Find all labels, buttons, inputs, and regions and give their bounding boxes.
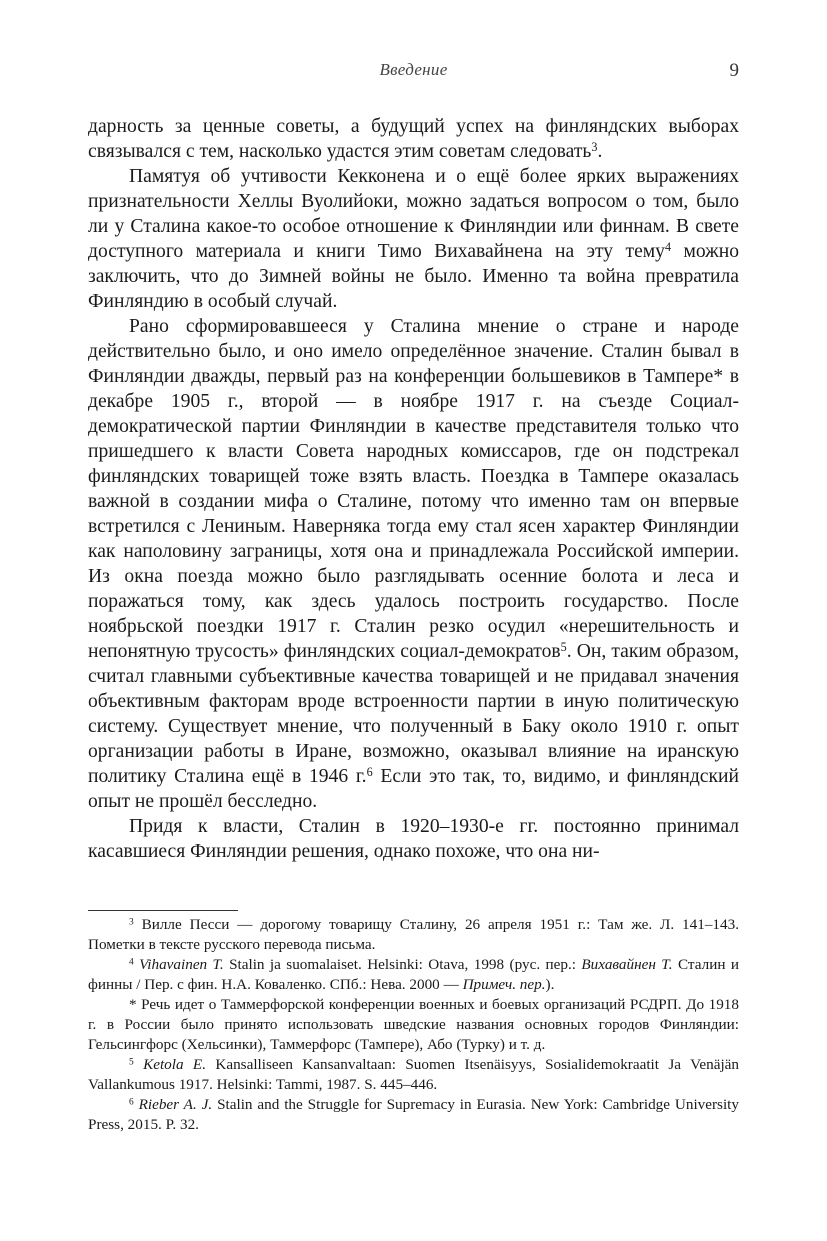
paragraph-2-text-b: можно заключить, что до Зимней войны не было. Именно та война превратила Финляндию в особый случай. <box>88 241 739 312</box>
footnote-ref-5: 5 <box>560 639 567 654</box>
footnote-4-end: ). <box>545 976 555 993</box>
paragraph-3-text-a: Рано сформировавшееся у Сталина мнение о стране и народе действительно было, и оно имело определённое значение. Сталин бывал в Финляндии дважды, первый раз на конференции большевиков в Тампере* в декабре 1905 г., второй — в ноябре 1917 г. на съезде Социал-демократической партии Финляндии в качестве представителя только что пришедшего к власти Совета народных комиссаров, где он подстрекал финляндских товарищей тоже взять власть. Поездка в Тампере оказалась важной в создании мифа о Сталине, потому что именно там он впервые встретился с Лениным. Наверняка тогда ему стал ясен характер Финляндии как наполовину заграницы, хотя она и принадлежала Российской империи. Из окна поезда можно было разглядывать осенние болота и леса и поражаться тому, как здесь удалось построить государство. После ноябрьской поездки 1917 г. Сталин резко осудил «нерешительность и непонятную трусость» финляндских социал-демократов <box>88 316 739 662</box>
footnote-ref-4: 4 <box>664 239 672 254</box>
main-text <box>88 114 739 864</box>
footnote-5-text: Kansalliseen Kansanvaltaan: Suomen Itsenäisyys, Sosialidemokraatit Ja Venäjän Vallankumous 1917. Helsinki: Tammi, 1987. S. 445–446. <box>88 1056 740 1093</box>
page-number: 9 <box>729 60 739 81</box>
footnote-5-author: Ketola E. <box>143 1056 207 1073</box>
footnote-rule <box>88 910 238 911</box>
footnote-6-text: Stalin and the Struggle for Supremacy in Eurasia. New York: Cambridge University Press, 2015. P. 32. <box>88 1096 739 1133</box>
footnote-5 <box>88 1055 739 1095</box>
footnote-star: * Речь идет о Таммерфорской конференции военных и боевых организаций РСДРП. До 1918 г. в России было принято использовать шведские названия основных городов Финляндии: Гельсингфорс (Хельсинки), Таммерфорс (Тампере), Або (Турку) и т. д. <box>88 996 739 1053</box>
footnote-ref-3: 3 <box>591 139 598 154</box>
footnote-6-number: 6 <box>129 1097 134 1108</box>
footnote-3-text: Вилле Песси — дорогому товарищу Сталину, 26 апреля 1951 г.: Там же. Л. 141–143. Пометки в тексте русского перевода письма. <box>88 916 739 953</box>
footnote-4-ru-author: Вихавайнен Т. <box>581 956 673 973</box>
footnote-6-author: Rieber A. J. <box>138 1096 213 1113</box>
footnote-ref-6: 6 <box>366 764 373 779</box>
footnote-5-number: 5 <box>129 1057 134 1068</box>
footnote-6 <box>88 1095 739 1135</box>
page-header <box>88 60 739 88</box>
paragraph-3-text-c: Если это так, то, видимо, и финляндский опыт не прошёл бесследно. <box>88 766 739 812</box>
footnote-4-text: Stalin ja suomalaiset. Helsinki: Otava, 1998 (рус. пер.: <box>223 956 582 973</box>
running-head: Введение <box>379 60 448 79</box>
footnotes <box>88 915 739 1135</box>
footnote-4-translator-note: Примеч. пер. <box>462 976 546 993</box>
footnote-3-number: 3 <box>129 917 134 928</box>
paragraph-4: Придя к власти, Сталин в 1920–1930-е гг. постоянно принимал касавшиеся Финляндии решения, однако похоже, что она ни- <box>88 816 739 862</box>
footnote-4 <box>88 955 739 995</box>
footnote-4-number: 4 <box>129 957 134 968</box>
paragraph-1-end: . <box>597 141 603 162</box>
paragraph-1 <box>88 114 739 164</box>
footnote-4-text-2: Сталин и финны / Пер. с фин. Н.А. Коваленко. СПб.: Нева. 2000 — <box>88 956 739 993</box>
paragraph-1-text: дарность за ценные советы, а будущий успех на финляндских выборах связывался с тем, насколько удастся этим советам следовать <box>88 116 739 162</box>
paragraph-3 <box>88 314 739 814</box>
paragraph-2-text-a: Памятуя об учтивости Кекконена и о ещё более ярких выражениях признательности Хеллы Вуолийоки, можно задаться вопросом о том, было ли у Сталина какое-то особое отношение к Финляндии или финнам. В свете доступного материала и книги Тимо Вихавайнена на эту тему <box>88 166 739 262</box>
paragraph-3-text-b: . Он, таким образом, считал главными субъективные качества товарищей и не придавал значения объективным факторам вроде встроенности партии в иную политическую систему. Существует мнение, что полученный в Баку около 1910 г. опыт организации работы в Иране, возможно, оказывал влияние на иранскую политику Сталина ещё в 1946 г. <box>88 641 739 787</box>
footnote-3 <box>88 915 739 955</box>
paragraph-2 <box>88 164 739 314</box>
footnote-4-author: Vihavainen T. <box>139 956 224 973</box>
